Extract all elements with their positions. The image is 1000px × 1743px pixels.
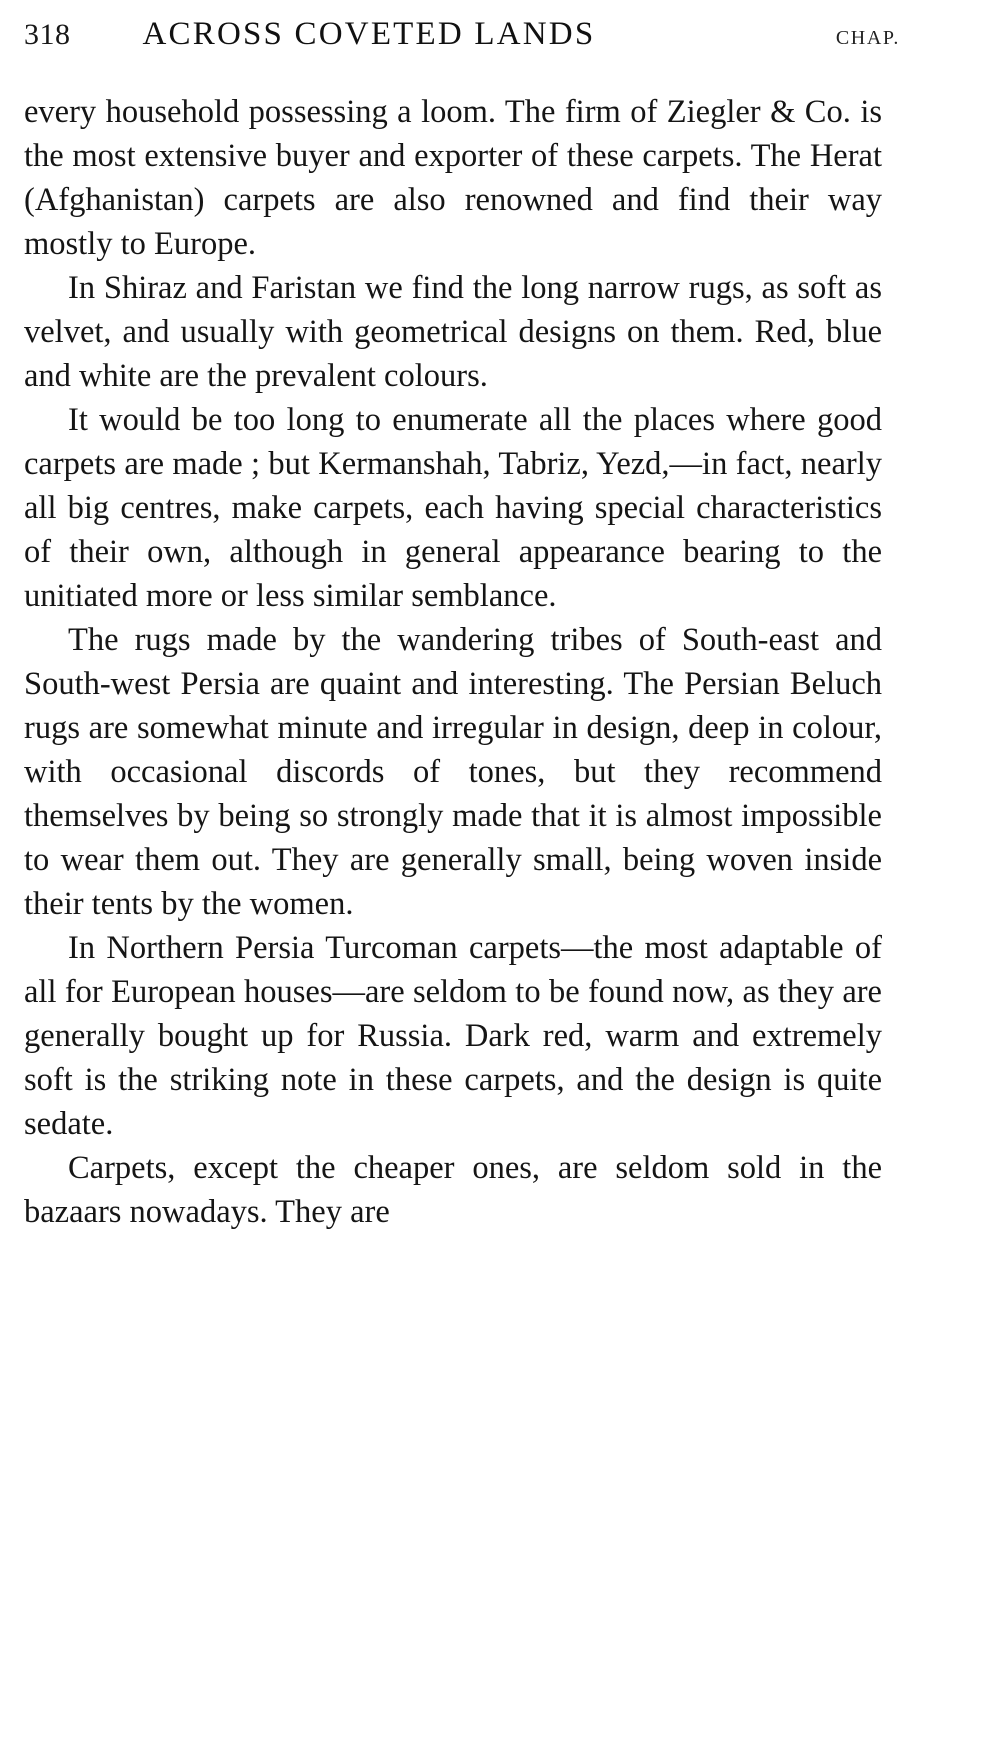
chapter-label: CHAP. <box>835 27 900 49</box>
paragraph: Carpets, except the cheaper ones, are seldom sold in the bazaars nowadays. They are <box>24 1150 882 1230</box>
paragraph: It would be too long to enumerate all the places where good carpets are made ; but Kermanshah, Tabriz, Yezd,—in fact, nearly all big centres, make carpets, each having special characteristics of their own, although in general appearance bearing to the unitiated more or less similar semblance. <box>24 402 882 614</box>
running-title: ACROSS COVETED LANDS <box>142 16 596 52</box>
page-body <box>24 90 882 1234</box>
paragraph: In Shiraz and Faristan we find the long narrow rugs, as soft as velvet, and usually with geometrical designs on them. Red, blue and white are the prevalent colours. <box>24 270 882 394</box>
paragraph: The rugs made by the wandering tribes of South-east and South-west Persia are quaint and interesting. The Persian Beluch rugs are somewhat minute and irregular in design, deep in colour, with occasional discords of tones, but they recommend themselves by being so strongly made that it is almost impossible to wear them out. They are generally small, being woven inside their tents by the women. <box>24 622 882 922</box>
running-head <box>24 16 904 62</box>
page-number: 318 <box>24 18 71 51</box>
paragraph: every household possessing a loom. The firm of Ziegler & Co. is the most extensive buyer and exporter of these carpets. The Herat (Afghanistan) carpets are also renowned and find their way mostly to Europe. <box>24 94 882 262</box>
paragraph: In Northern Persia Turcoman carpets—the most adaptable of all for European houses—are seldom to be found now, as they are generally bought up for Russia. Dark red, warm and extremely soft is the striking note in these carpets, and the design is quite sedate. <box>24 930 882 1142</box>
